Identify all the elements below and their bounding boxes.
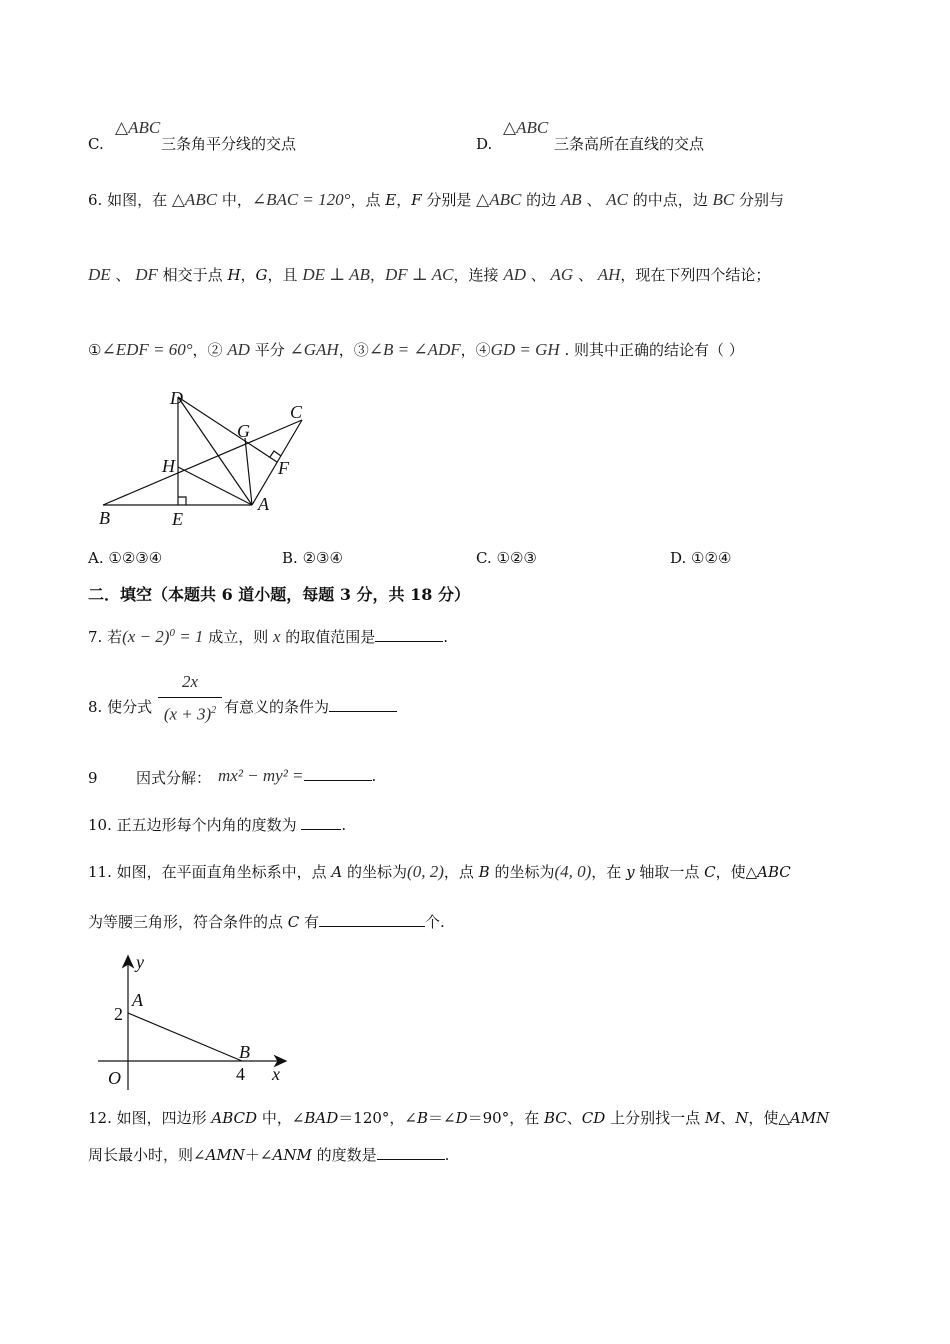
q6-option-c-text: ①②③ (496, 549, 537, 567)
segment-GA (245, 438, 252, 505)
q6-figure (90, 385, 330, 530)
label-H: H (162, 456, 175, 476)
q6-line-2 (88, 265, 770, 285)
q11-line-1 (88, 862, 791, 882)
q8-denominator-exponent: 2 (211, 705, 217, 716)
q12-line-1-text: 12. 如图，四边形 (88, 1109, 212, 1127)
q12-line-1-var: AMN (789, 1109, 830, 1127)
q6-line-3-text: ，③ (338, 341, 369, 359)
q7-expression: (x − 2) (122, 627, 170, 646)
q6-option-d-text: ①②④ (691, 549, 732, 567)
q6-line-2-text: 相交于点 (157, 266, 228, 284)
q8-denominator (158, 701, 222, 725)
q6-line-3-text: ，② (192, 341, 228, 359)
q11-line-2 (88, 912, 445, 932)
q11-line-1-var: y (626, 863, 635, 881)
label-F: F (278, 458, 289, 478)
q6-line-2-math: AD (503, 265, 526, 284)
q5-option-d-letter: D. (476, 135, 493, 153)
q11-line-1-text: 11. 如图，在平面直角坐标系中，点 (88, 863, 332, 881)
q5-option-d-text: 三条高所在直线的交点 (554, 135, 705, 153)
q6-line-3-text: ① (88, 341, 102, 359)
q6-option-d (670, 548, 731, 568)
q12-line-1-text: ，使△ (748, 1109, 790, 1127)
q9-text: 因式分解： (136, 769, 212, 787)
q11-line-2-end: 个. (425, 913, 445, 931)
q6-line-2-var: H (227, 266, 241, 284)
q6-line-2-text: ，连接 (453, 266, 504, 284)
q12-line-1-var: CD (581, 1109, 606, 1127)
q6-line-2-var: G (255, 266, 268, 284)
q12-answer-blank[interactable] (377, 1145, 445, 1160)
q6-line-1-text: 的中点，边 (627, 191, 713, 209)
q9-expression: mx² − my² = (218, 766, 304, 785)
q5-option-c (88, 118, 297, 158)
q6-line-2-text: ， (240, 266, 256, 284)
segment-CA (252, 420, 302, 505)
q6-line-2-text: 、 (110, 266, 136, 284)
q12-line-1-text: 、 (720, 1109, 736, 1127)
q6-line-3-text: . 则其中正确的结论有（ ） (559, 341, 744, 359)
q6-line-1-text: ，点 (350, 191, 386, 209)
q6-line-1-math: △ABC (171, 190, 218, 209)
q6-line-2-text: ， (369, 266, 385, 284)
q6-line-2-text: ，现在下列四个结论； (620, 266, 771, 284)
q12-line-1-text: 、 (566, 1109, 582, 1127)
right-angle-mark-e (178, 497, 186, 505)
section-2-title: 二．填空（本题共 6 道小题，每题 3 分，共 18 分） (88, 585, 470, 604)
segment-AB (128, 1013, 242, 1061)
q6-line-1-math: AC (606, 190, 628, 209)
q11-line-1-text: ，点 (443, 863, 479, 881)
q12-line-2-var: ANM (272, 1146, 312, 1164)
q6-line-2-math: DE ⊥ AB (302, 265, 370, 284)
q12-line-2 (88, 1145, 449, 1165)
q12-line-1-var: M (704, 1109, 721, 1127)
q6-line-1-text: 的边 (521, 191, 561, 209)
q6-line-2-math: DE (88, 265, 111, 284)
label-A: A (258, 494, 269, 514)
q11-line-1-text: 轴取一点 (634, 863, 705, 881)
q12-line-1-text: 中，∠ (257, 1109, 305, 1127)
q6-line-1-text: 分别是 (421, 191, 477, 209)
q8-numerator: 2x (181, 672, 199, 691)
y-axis-label: y (136, 952, 144, 972)
label-B: B (239, 1042, 250, 1062)
q11-line-2-a: 为等腰三角形，符合条件的点 (88, 913, 288, 931)
q6-line-2-math: AG (550, 265, 574, 284)
q6-line-3-math: AD (227, 340, 250, 359)
q12-line-1-var: N (735, 1109, 749, 1127)
q9-answer-blank[interactable] (304, 766, 372, 781)
q11-line-1-text: 的坐标为 (489, 863, 555, 881)
q11-line-1-var: A (331, 863, 343, 881)
q12-line-2-text: 周长最小时，则∠ (88, 1146, 206, 1164)
q12-line-1-var: ABCD (211, 1109, 258, 1127)
q8-fraction-bar (158, 697, 222, 698)
q7-mid: 成立，则 (203, 628, 273, 646)
q6-line-2-math: AH (597, 265, 621, 284)
q9-body (218, 766, 376, 786)
label-G: G (237, 421, 250, 441)
label-C: C (290, 402, 303, 422)
q9-end: . (371, 767, 377, 785)
q6-line-3-math: ∠B = ∠ADF (368, 340, 461, 359)
q7-answer-blank[interactable] (375, 627, 443, 642)
q12-line-2-text: 的度数是 (311, 1146, 377, 1164)
q7 (88, 623, 448, 647)
q7-number: 7. 若 (88, 628, 123, 646)
q12-line-1-text: ＝∠ (428, 1109, 456, 1127)
origin-label: O (108, 1068, 121, 1088)
q6-line-1-text: ， (396, 191, 412, 209)
q6-option-c (476, 548, 537, 568)
q11-line-1-text: ，使△ (715, 863, 758, 881)
q6-line-2-math: DF ⊥ AC (384, 265, 454, 284)
q12-line-2-text: ＋∠ (244, 1146, 273, 1164)
q12-line-2-var: AMN (205, 1146, 245, 1164)
q8-tail (224, 697, 397, 717)
q7-tail: 的取值范围是 (280, 628, 376, 646)
q12-line-1-var: BAD (304, 1109, 339, 1127)
q11-line-1-text: 的坐标为 (342, 863, 408, 881)
q6-line-2-text: 、 (573, 266, 598, 284)
q6-line-1-math: BC (712, 190, 735, 209)
q6-option-b (282, 548, 343, 568)
q7-exponent: 0 (169, 627, 175, 639)
q6-line-3 (88, 340, 744, 360)
q12-end: . (444, 1146, 450, 1164)
q11-line-1-text: ，在 (591, 863, 627, 881)
q6-option-a (88, 548, 162, 568)
q12-line-1-var: B (416, 1109, 429, 1127)
q10-answer-blank[interactable] (301, 815, 341, 830)
q8-answer-blank[interactable] (329, 697, 397, 712)
q11-line-1-var: C (704, 863, 716, 881)
q6-option-a-letter: A. (88, 549, 104, 567)
q6-option-b-text: ②③④ (302, 549, 343, 567)
segment-HA (178, 467, 252, 505)
q11-line-1-math: (0, 2) (407, 862, 444, 881)
x-axis-label: x (272, 1064, 280, 1084)
q6-line-1-math: AB (560, 190, 582, 209)
q6-line-1-var: F (411, 191, 422, 209)
q6-line-3-text: ，④ (460, 341, 491, 359)
q8-fraction (158, 672, 222, 725)
q6-option-a-text: ①②③④ (108, 549, 163, 567)
q6-line-1-text: 中， (217, 191, 252, 209)
q7-var: x (272, 627, 281, 646)
x-tick-4: 4 (236, 1064, 245, 1084)
q11-line-2-var: C (287, 913, 300, 931)
q11-answer-blank[interactable] (319, 912, 425, 927)
q5-option-d (476, 118, 705, 158)
q10 (88, 815, 346, 835)
y-tick-2: 2 (114, 1004, 123, 1024)
q5-option-c-letter: C. (88, 135, 104, 153)
q11-line-1-math: (4, 0) (554, 862, 592, 881)
q5-option-d-triangle: △ABC (503, 118, 549, 137)
q6-line-1-text: 6. 如图，在 (88, 191, 172, 209)
q6-line-1-text: 、 (581, 191, 607, 209)
label-E: E (172, 509, 183, 529)
q8-tail-text: 有意义的条件为 (224, 698, 330, 716)
q6-line-3-math: ∠GAH (289, 340, 339, 359)
q6-option-b-letter: B. (282, 549, 298, 567)
q12-line-1-text: ＝120°，∠ (338, 1109, 417, 1127)
q10-text: 10. 正五边形每个内角的度数为 (88, 816, 302, 834)
q6-line-2-text: ，且 (267, 266, 303, 284)
q8-denominator-base: (x + 3) (163, 704, 212, 724)
q6-line-1-var: E (385, 191, 397, 209)
segment-DA (178, 397, 252, 505)
q9 (88, 766, 377, 788)
right-angle-mark-f (270, 451, 281, 457)
q10-end: . (341, 816, 347, 834)
q5-option-c-triangle: △ABC (115, 118, 161, 137)
label-A: A (132, 990, 143, 1010)
q6-line-3-text: 平分 (249, 341, 290, 359)
q6-line-3-math: ∠EDF = 60° (101, 340, 193, 359)
q11-line-2-b: 有 (299, 913, 320, 931)
q8-number: 8. 使分式 (88, 698, 153, 716)
q5-option-c-text: 三条角平分线的交点 (161, 135, 297, 153)
q11-figure (92, 948, 302, 1090)
q6-line-3-math: GD = GH (490, 340, 560, 359)
q11-line-1-var: ABC (757, 863, 791, 881)
q6-line-1-math: ∠BAC = 120° (251, 190, 351, 209)
q11-line-1-var: B (478, 863, 490, 881)
q12-line-1-var: BC (543, 1109, 567, 1127)
q6-option-d-letter: D. (670, 549, 687, 567)
q6-line-2-math: DF (135, 265, 158, 284)
q12-line-1 (88, 1108, 829, 1128)
q6-line-1-math: △ABC (476, 190, 522, 209)
q7-end: . (443, 628, 449, 646)
q7-equals: = 1 (174, 627, 204, 646)
label-B: B (99, 508, 110, 528)
q6-line-2-text: 、 (525, 266, 551, 284)
q6-option-c-letter: C. (476, 549, 492, 567)
q12-line-1-text: 上分别找一点 (605, 1109, 705, 1127)
q12-line-1-var: D (455, 1109, 468, 1127)
q6-line-1-text: 分别与 (734, 191, 785, 209)
label-D: D (170, 388, 183, 408)
q9-number: 9 (88, 769, 98, 787)
q12-line-1-text: ＝90°，在 (467, 1109, 544, 1127)
q6-line-1 (88, 190, 784, 210)
